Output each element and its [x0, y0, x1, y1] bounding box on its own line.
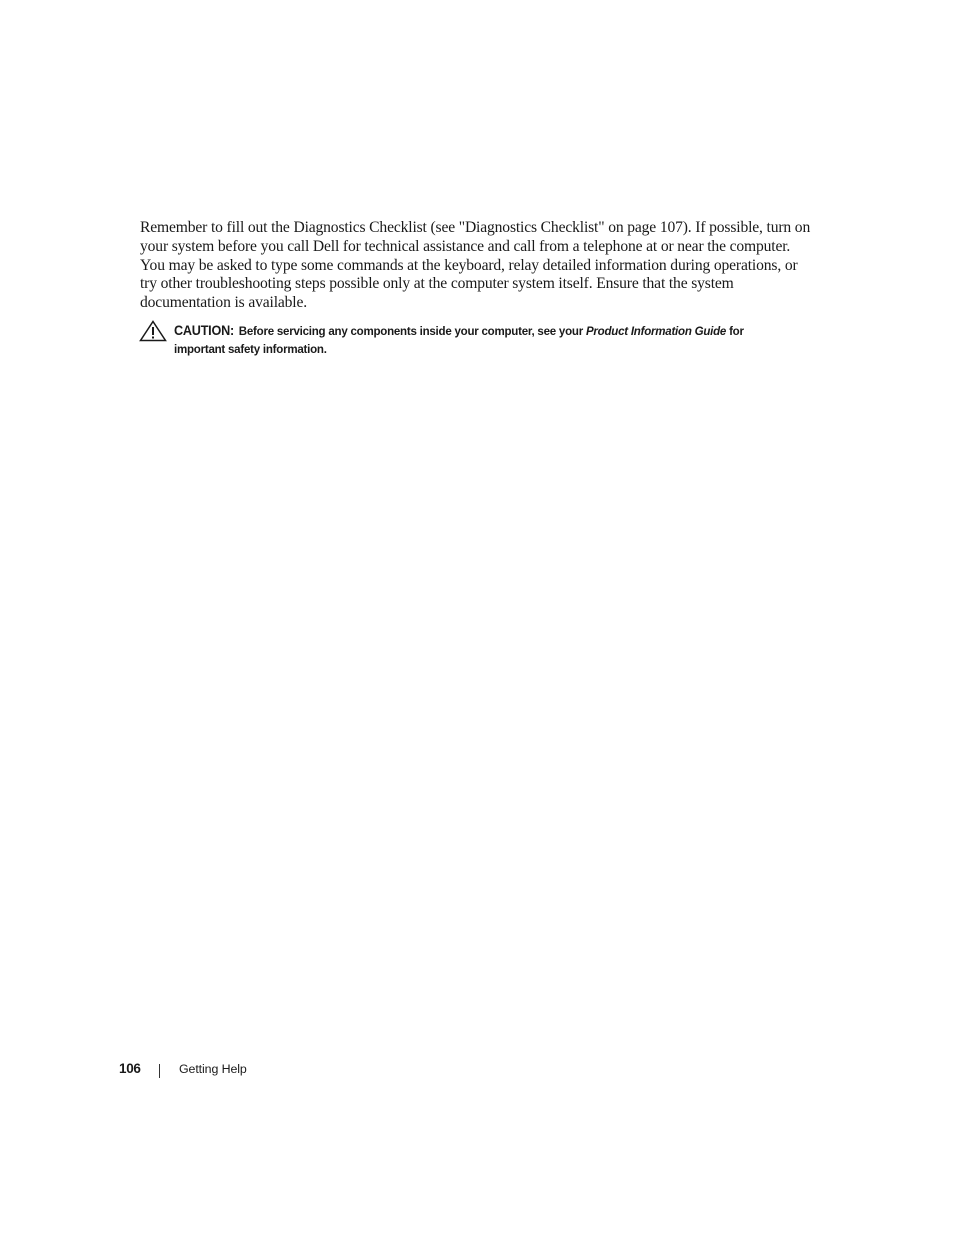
caution-label: CAUTION: — [174, 323, 234, 338]
warning-triangle-icon — [139, 320, 167, 342]
body-paragraph: Remember to fill out the Diagnostics Checklist (see "Diagnostics Checklist" on page 107). If possible, turn on your system before you call Dell for technical assistance and call from a telephone at or near the computer. You may be asked to type some commands at the keyboard, relay detailed information during operations, or try other troubleshooting steps possible only at the computer system itself. Ensure that the system documentation is available. — [140, 219, 811, 312]
section-name: Getting Help — [179, 1062, 247, 1076]
caution-text-after: for important safety information. — [174, 324, 744, 356]
caution-text-before: Before servicing any components inside your computer, see your — [238, 324, 586, 338]
guide-title: Product Information Guide — [585, 324, 727, 338]
page-footer — [0, 1061, 954, 1081]
footer-divider — [159, 1064, 160, 1078]
caution-text — [174, 322, 769, 358]
page-number: 106 — [119, 1061, 141, 1076]
